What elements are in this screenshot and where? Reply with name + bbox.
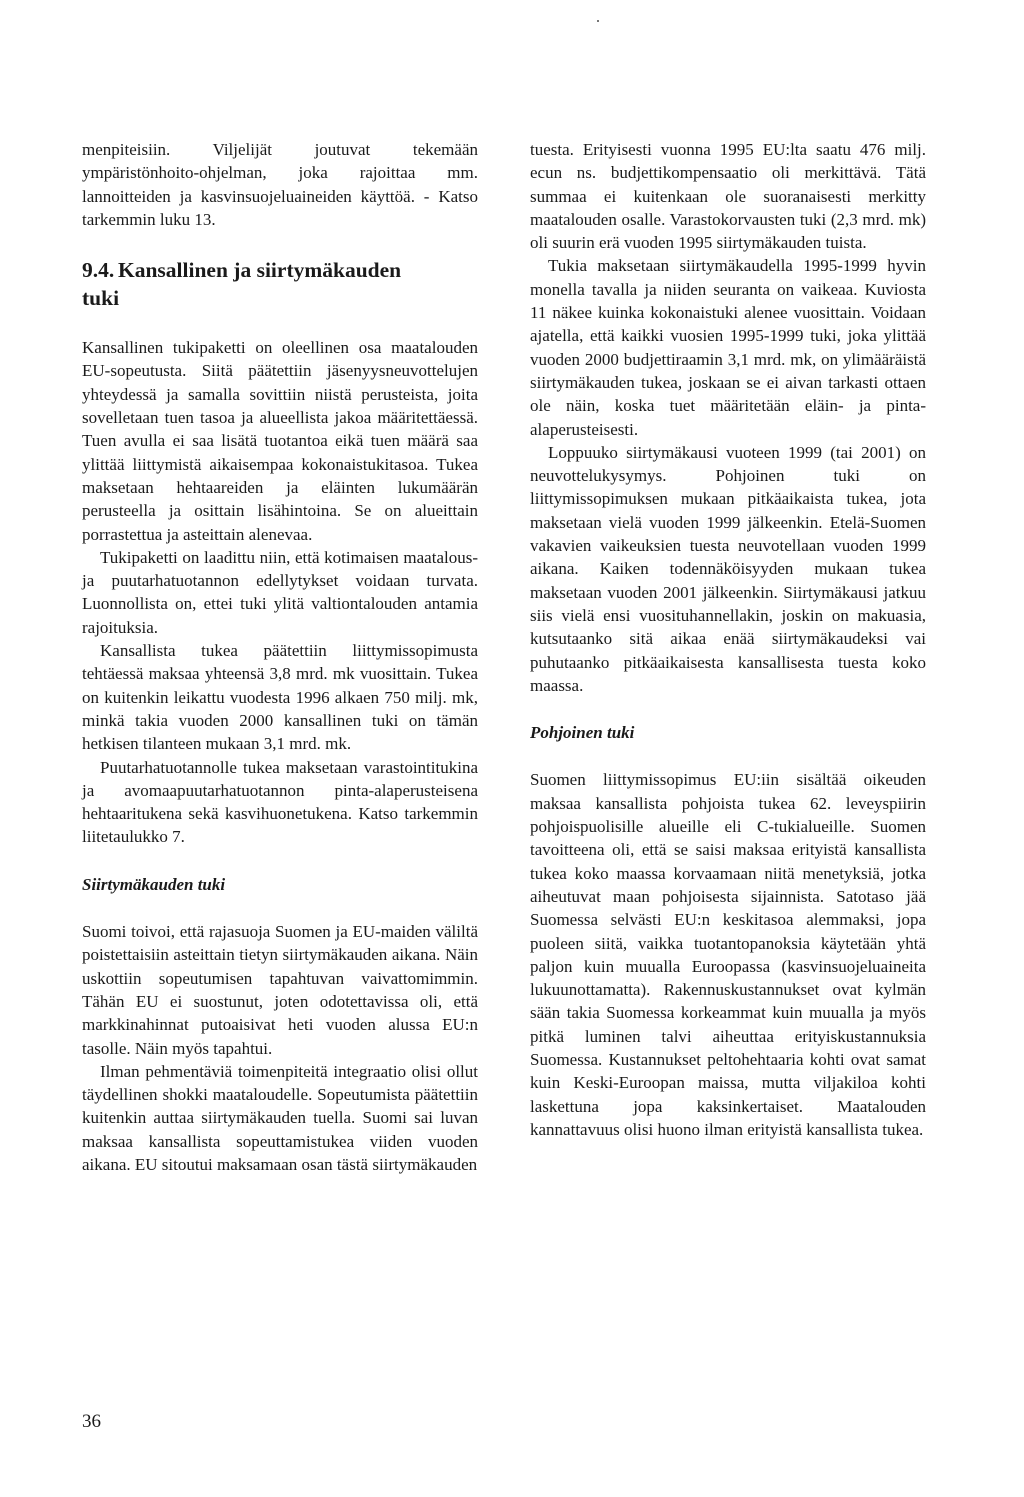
- section-number: 9.4.: [82, 258, 115, 283]
- paragraph: tuesta. Erityisesti vuonna 1995 EU:lta saatu 476 milj. ecun ns. budjettikompensaatio oli merkittävä. Tätä summaa ei kuitenkaan ole suoranaisesti merkitty maatalouden osalle. Varastokorvausten tuki (2,3 mrd. mk) oli suurin erä vuoden 1995 siirtymäkauden tuista.: [530, 140, 926, 253]
- intro-paragraph: menpiteisiin. Viljelijät joutuvat tekemään ympäristönhoito-ohjelman, joka rajoittaa mm. lannoitteiden ja kasvinsuojeluaineiden käyttöä. - Katso tarkemmin luku 13.: [82, 140, 478, 229]
- paragraph: Suomi toivoi, että rajasuoja Suomen ja EU-maiden väliltä poistettaisiin asteittain tietyn siirtymäkauden aikana. Näin uskottiin sopeutumisen tapahtuvan vaivattomimmin. Tähän EU ei suostunut, joten odotettavissa oli, että markkinahinnat putoaisivat heti vuoden alussa EU:n tasolle. Näin myös tapahtui.: [82, 922, 478, 1058]
- subheading-siirtymakauden-tuki: Siirtymäkauden tuki: [82, 874, 226, 894]
- paragraph: Ilman pehmentäviä toimenpiteitä integraatio olisi ollut täydellinen shokki maataloudelle. Sopeutumista päätettiin kuitenkin auttaa siirtymäkauden tuella. Suomi sai luvan maksaa kansallista sopeuttamistukea viiden vuoden aikana. EU sitoutui maksamaan osan tästä siirtymäkauden: [82, 1061, 478, 1174]
- paragraph: Tukipaketti on laadittu niin, että kotimaisen maatalous- ja puutarhatuotannon edellytykset voidaan turvata. Luonnollista on, ettei tuki ylitä valtiontalouden antamia rajoituksia.: [82, 547, 478, 637]
- right-column: [530, 138, 926, 1141]
- paragraph: Loppuuko siirtymäkausi vuoteen 1999 (tai 2001) on neuvottelukysymys. Pohjoinen tuki on liittymissopimuksen mukaan pitkäaikaista tukea, jota maksetaan vielä vuoden 1999 jälkeenkin. Etelä-Suomen vakavien vaikeuksien tuesta neuvotellaan vuoden 1999 aikana. Kaiken todennäköisyyden mukaan tukea maksetaan vuoden 2001 jälkeenkin. Siirtymäkausi jatkuu siis vielä ensi vuosituhannellakin, joskin on makuasia, kutsutaanko sitä aikaa enää siirtymäkaudeksi vai puhutaanko pitkäaikaisesta kansallisesta tuesta koko maassa.: [530, 442, 926, 695]
- paragraph: Puutarhatuotannolle tukea maksetaan varastointitukina ja avomaapuutarhatuotannon pinta-alaperusteisena hehtaaritukena sekä kasvihuonetukena. Katso tarkemmin liitetaulukko 7.: [82, 757, 478, 847]
- subheading-pohjoinen-tuki: Pohjoinen tuki: [530, 723, 635, 743]
- paragraph: Suomen liittymissopimus EU:iin sisältää oikeuden maksaa kansallista pohjoista tukea 62. leveyspiirin pohjoispuolisille alueille eli C-tukialueille. Suomen tavoitteena oli, että se saisi maksaa erityistä kansallista tukea koko maassa korvaamaan niitä menetyksiä, jotka aiheutuvat maan pohjoisesta sijainnista. Satotaso jää Suomessa selvästi EU:n keskitasoa alemmaksi, jopa puoleen siitä, vaikka tuotantopanoksia käytetään yhtä paljon kuin muualla Euroopassa (kasvinsuojeluaineita lukuunottamatta). Rakennuskustannukset ovat kylmän sään takia Suomessa korkeammat kuin muualla ja myös pitkä luminen talvi aiheuttaa erityiskustannuksia Suomessa. Kustannukset peltohehtaaria kohti ovat samat kuin Keski-Euroopan maissa, mutta viljakiloa kohti laskettuna jopa kaksinkertaiset. Maatalouden kannattavuus olisi huono ilman erityistä kansallista tukea.: [530, 770, 926, 1139]
- left-column: [82, 138, 478, 1176]
- paragraph: Kansallista tukea päätettiin liittymissopimusta tehtäessä maksaa yhteensä 3,8 mrd. mk vuosittain. Tukea on kuitenkin leikattu vuodesta 1996 alkaen 750 milj. mk, minkä takia vuoden 2000 kansallinen tuki on tämän hetkisen tilanteen mukaan 3,1 mrd. mk.: [82, 641, 478, 754]
- scan-speck: [597, 20, 599, 22]
- page-number: 36: [82, 1411, 101, 1432]
- paragraph: Kansallinen tukipaketti on oleellinen osa maatalouden EU-sopeutusta. Siitä päätettiin jäsenyysneuvottelujen yhteydessä ja samalla sovittiin niistä perusteista, joita sovelletaan tuen tasoa ja alueellista jakoa määritettäessä. Tuen avulla ei saa lisätä tuotantoa eikä tuen määrä saa ylittää liittymistä aikaisempaa kokonaistukitasoa. Tukea maksetaan hehtaareiden ja eläinten lukumäärän perusteella ja osittain lisähintoina. Se on alueittain porrastettua ja asteittain alenevaa.: [82, 338, 478, 544]
- paragraph: Tukia maksetaan siirtymäkaudella 1995-1999 hyvin monella tavalla ja niiden seuranta on vaikeaa. Kuviosta 11 näkee kuinka kokonaistuki alenee vuosittain. Voidaan ajatella, että kaikki vuosien 1995-1999 tuki, joka ylittää vuoden 2000 budjettiraamin 3,1 mrd. mk, on ylimääräistä siirtymäkauden tukea, joskaan se ei aivan tarkasti ottaen ole näin, koska tuet määritetään eläin- ja pinta-alaperusteisesti.: [530, 256, 926, 439]
- section-title-line-2: tuki: [82, 286, 120, 311]
- section-title-line-1: Kansallinen ja siirtymäkauden: [118, 258, 402, 283]
- section-heading: [82, 256, 478, 312]
